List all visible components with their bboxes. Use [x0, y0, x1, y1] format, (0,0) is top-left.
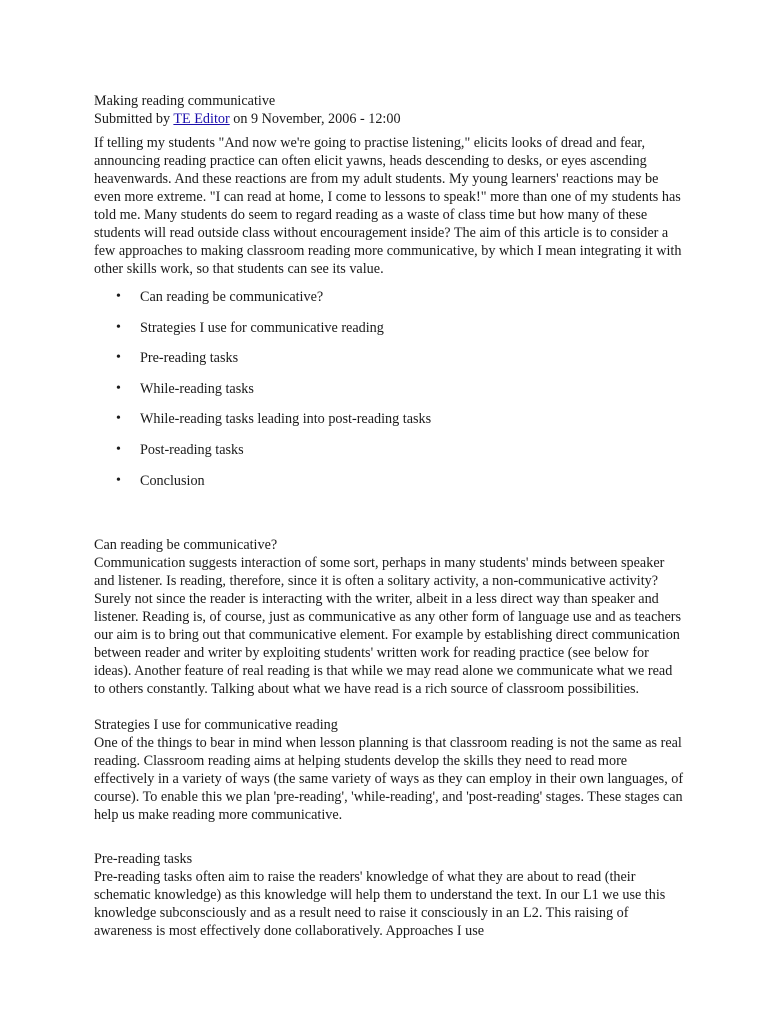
- toc-item-label: While-reading tasks leading into post-reading tasks: [140, 411, 432, 428]
- toc-item-label: Strategies I use for communicative reading: [140, 319, 384, 336]
- intro-paragraph: If telling my students "And now we're going to practise listening," elicits looks of dread and fear, announcing reading practice can often elicit yawns, heads descending to desks, or eyes ascending heavenwards. And these reactions are from my adult students. My young learners' reactions may be even more extreme. "I can read at home, I come to lessons to speak!" more than one of my students has told me. Many students do seem to regard reading as a waste of class time but how many of these students will read outside class without encouragement inside? The aim of this article is to consider a few approaches to making classroom reading more communicative, by which I mean integrating it with other skills work, so that students can see its value.: [94, 135, 682, 277]
- author-link[interactable]: TE Editor: [173, 111, 230, 127]
- article-header: [94, 92, 684, 128]
- toc-item-label: While-reading tasks: [140, 380, 254, 397]
- toc-item-label: Post-reading tasks: [140, 441, 244, 458]
- toc-item[interactable]: [114, 380, 684, 398]
- byline: [94, 110, 684, 128]
- toc-item[interactable]: [114, 319, 684, 337]
- byline-prefix: Submitted by: [94, 111, 171, 127]
- section-heading: Pre-reading tasks: [94, 851, 193, 868]
- toc-item[interactable]: [114, 410, 684, 428]
- bullet-icon: •: [116, 350, 121, 366]
- toc-item-label: Conclusion: [140, 472, 205, 489]
- section-pre-reading: [94, 850, 684, 940]
- section-body: One of the things to bear in mind when lesson planning is that classroom reading is not the same as real reading. Classroom reading aims at helping students develop the skills they need to read more effectively in a variety of ways (the same variety of ways as they can employ in their own languages, of course). To enable this we plan 'pre-reading', 'while-reading', and 'post-reading' stages. These stages can help us make reading more communicative.: [94, 735, 684, 824]
- byline-suffix: on 9 November, 2006 - 12:00: [233, 111, 401, 127]
- bullet-icon: •: [116, 472, 121, 488]
- section-heading: Strategies I use for communicative reading: [94, 717, 338, 734]
- article-title: Making reading communicative: [94, 93, 276, 109]
- bullet-icon: •: [116, 380, 121, 396]
- section-body: Pre-reading tasks often aim to raise the readers' knowledge of what they are about to read (their schematic knowledge) as this knowledge will help them to understand the text. In our L1 we use this knowledge subconsciously and as a result need to raise it consciously in an L2. This raising of awareness is most effectively done collaboratively. Approaches I use: [94, 869, 666, 940]
- toc-item[interactable]: [114, 288, 684, 306]
- section-strategies: [94, 716, 684, 824]
- section-can-reading: [94, 536, 684, 698]
- section-heading: Can reading be communicative?: [94, 537, 278, 554]
- table-of-contents: [94, 288, 684, 490]
- bullet-icon: •: [116, 289, 121, 304]
- toc-item-label: Can reading be communicative?: [140, 289, 324, 305]
- toc-item[interactable]: [114, 349, 684, 367]
- bullet-icon: •: [116, 411, 121, 427]
- toc-item[interactable]: [114, 441, 684, 459]
- bullet-icon: •: [116, 319, 121, 335]
- section-body: Communication suggests interaction of some sort, perhaps in many students' minds between speaker and listener. Is reading, therefore, since it is often a solitary activity, a non-communicative activity? Surely not since the reader is interacting with the writer, albeit in a less direct way than speaker and listener. Reading is, of course, just as communicative as any other form of language use and as teachers our aim is to bring out that communicative element. For example by establishing direct communication between reader and writer by exploiting students' written work for reading practice (see below for ideas). Another feature of real reading is that while we may read alone we communicate what we read to others constantly. Talking about what we have read is a rich source of classroom possibilities.: [94, 555, 682, 698]
- toc-item-label: Pre-reading tasks: [140, 350, 239, 367]
- toc-item[interactable]: [114, 472, 684, 490]
- article-page: [94, 92, 684, 940]
- bullet-icon: •: [116, 441, 121, 457]
